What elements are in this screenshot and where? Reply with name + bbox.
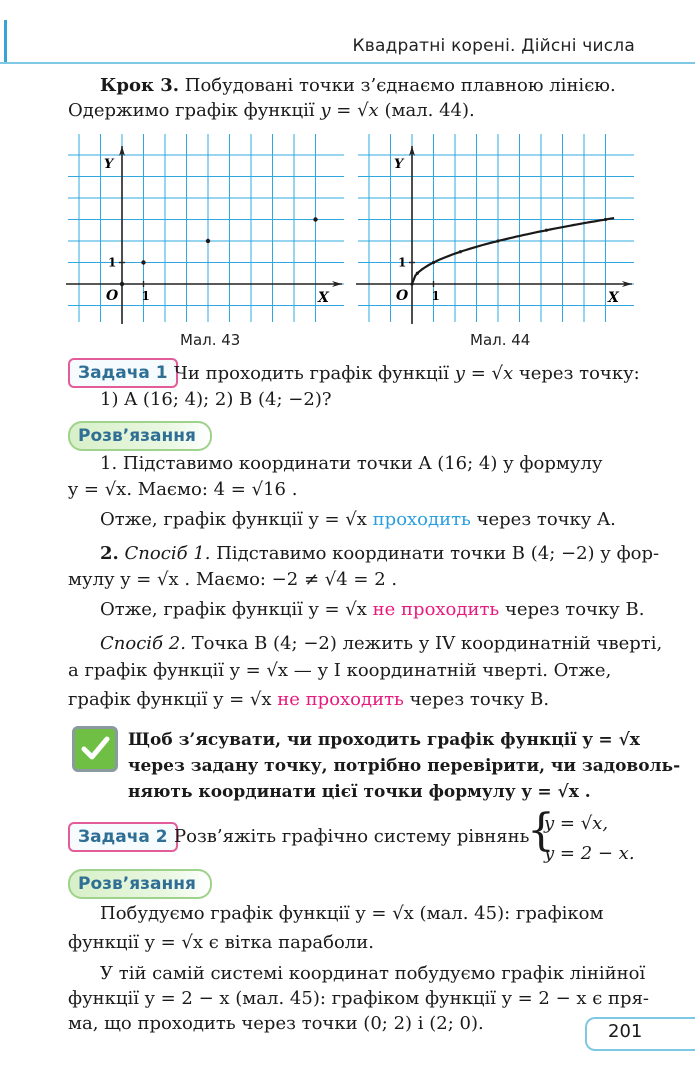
solution1-p5-c xyxy=(68,688,549,712)
solution1-p3-text: Підставимо координати точки B (4; −2) у фор- xyxy=(216,543,660,564)
task1-question xyxy=(174,362,640,386)
data-point xyxy=(206,239,210,243)
solution1-p5-b: а графік функції y = √x — у І координатній чверті. Отже, xyxy=(68,660,612,681)
figure-43-caption: Мал. 43 xyxy=(180,331,241,349)
solution1-p4-b: через точку B. xyxy=(504,599,645,620)
solution2-p2-c: ма, що проходить через точки (0; 2) і (2; 0). xyxy=(68,1013,484,1034)
step3-ref: (мал. 44). xyxy=(384,100,475,121)
rule-line3: няють координати цієї точки формулу y = √x . xyxy=(128,782,591,802)
figure-44-caption: Мал. 44 xyxy=(470,331,531,349)
solution1-p2 xyxy=(100,508,616,532)
step3-label: Крок 3. xyxy=(100,75,180,96)
figure-44-origin-label: O xyxy=(396,288,409,304)
solution1-p1-a: 1. Підставимо координати точки A (16; 4) у формулу xyxy=(100,453,603,474)
task1-formula: y = √x xyxy=(454,363,514,384)
step3-line2-text: Одержимо графік функції xyxy=(68,100,315,121)
rule-line2: через задану точку, потрібно перевірити, чи задоволь- xyxy=(128,756,681,776)
figure-43-x-tick: 1 xyxy=(141,289,150,303)
solution2-p1-a: Побудуємо графік функції y = √x (мал. 45): графіком xyxy=(100,903,604,924)
figure-43-y-label: Y xyxy=(104,157,114,172)
solution1-p2-a: Отже, графік функції y = √x xyxy=(100,509,367,530)
figure-44 xyxy=(356,132,638,324)
solution1-p3-a xyxy=(100,542,659,566)
figure-44-y-tick: 1 xyxy=(398,255,407,270)
data-point xyxy=(604,218,607,221)
data-point xyxy=(120,282,124,286)
solution1-p5-highlight: не проходить xyxy=(277,689,404,710)
solution1-p2-highlight: проходить xyxy=(372,509,471,530)
task2-label: Задача 2 xyxy=(68,822,178,852)
solution1-p5-method: Спосіб 2. xyxy=(100,633,186,654)
task2-text: Розв’яжіть графічно систему рівнянь xyxy=(174,826,530,847)
task1-text-b: через точку: xyxy=(518,363,640,384)
page-number: 201 xyxy=(608,1021,643,1042)
solution1-label: Розв’язання xyxy=(68,421,212,451)
step3-formula: y = √x xyxy=(320,100,379,121)
data-point xyxy=(313,217,317,221)
figure-44-y-label: Y xyxy=(394,157,404,172)
solution1-p5-d: через точку B. xyxy=(409,689,550,710)
solution1-p2-b: через точку A. xyxy=(476,509,616,530)
solution2-p1-b: функції y = √x є вітка параболи. xyxy=(68,932,374,953)
data-point xyxy=(432,261,435,264)
figure-43 xyxy=(66,132,348,324)
solution1-p3-num: 2. xyxy=(100,543,119,564)
header-accent-bar xyxy=(4,20,7,62)
solution2-p2-b: функції y = 2 − x (мал. 45): графіком функції y = 2 − x є пря- xyxy=(68,988,650,1009)
rule-line1: Щоб з’ясувати, чи проходить графік функції y = √x xyxy=(128,730,640,750)
task2-eq2: y = 2 − x. xyxy=(544,843,635,864)
system-brace: { xyxy=(527,805,555,856)
task1-text-a: Чи проходить графік функції xyxy=(174,363,450,384)
solution1-p3-b: мулу y = √x . Маємо: −2 ≠ √4 = 2 . xyxy=(68,569,398,590)
step3-text: Побудовані точки з’єднаємо плавною лінією. xyxy=(184,75,616,96)
solution1-p4-a: Отже, графік функції y = √x xyxy=(100,599,367,620)
step3-line2 xyxy=(68,99,475,123)
figure-44-x-tick: 1 xyxy=(431,289,440,303)
page-header-title: Квадратні корені. Дійсні числа xyxy=(352,36,635,56)
figure-43-x-label: X xyxy=(318,290,329,306)
solution1-p5-text: Точка B (4; −2) лежить у IV координатній чверті, xyxy=(191,633,663,654)
solution2-label: Розв’язання xyxy=(68,869,212,899)
figure-43-points xyxy=(120,217,318,286)
solution1-p3-method: Спосіб 1. xyxy=(124,543,211,564)
figure-43-origin-label: O xyxy=(106,288,119,304)
solution1-p4 xyxy=(100,598,644,622)
figure-43-y-tick: 1 xyxy=(108,255,117,270)
header-rule xyxy=(0,62,695,64)
data-point xyxy=(496,239,499,242)
data-point xyxy=(545,229,548,232)
solution1-p5-c-text: графік функції y = √x xyxy=(68,689,272,710)
data-point xyxy=(410,282,413,285)
checkmark-icon xyxy=(72,726,118,772)
task2-eq1: y = √x, xyxy=(544,813,609,834)
solution1-p4-highlight: не проходить xyxy=(372,599,500,620)
solution1-p1-b: y = √x. Маємо: 4 = √16 . xyxy=(68,479,298,500)
step3-line1 xyxy=(100,74,616,98)
data-point xyxy=(141,260,145,264)
figure-44-x-label: X xyxy=(608,290,619,306)
data-point xyxy=(416,272,419,275)
solution2-p2-a: У тій самій системі координат побудуємо графік лінійної xyxy=(100,963,646,984)
solution1-p5-a xyxy=(100,632,662,656)
task1-options: 1) A (16; 4); 2) B (4; −2)? xyxy=(100,389,332,410)
task1-label: Задача 1 xyxy=(68,358,178,388)
data-point xyxy=(459,250,462,253)
